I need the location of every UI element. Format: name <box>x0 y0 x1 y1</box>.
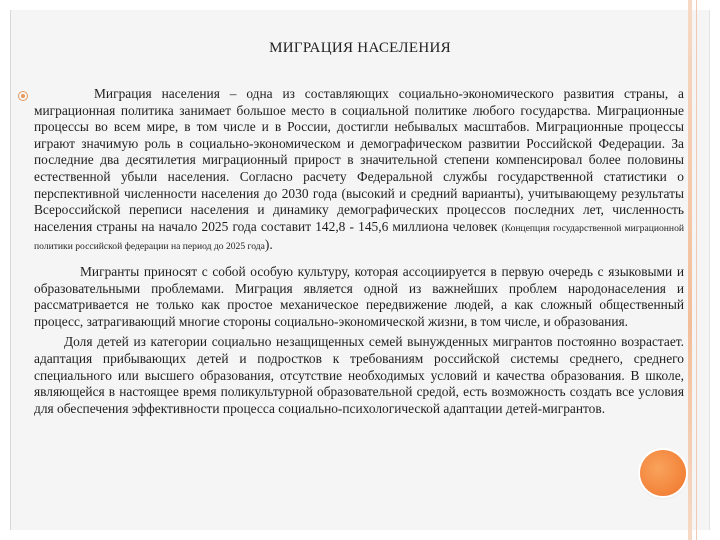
orange-circle-decoration <box>640 450 686 496</box>
paragraph-1 <box>34 86 684 256</box>
decorative-stripe-thin <box>696 0 697 540</box>
paragraph-2: Мигранты приносят с собой особую культуру, которая ассоциируется в первую очередь с языковыми и образовательными проблемами. Миграция является одной из важнейших проблем народонаселения и рассматривается не только как простое механическое передвижение людей, а как сложный общественный процесс, затрагивающий многие стороны социально-экономической жизни, в том числе, и образования. <box>34 263 684 329</box>
slide-title: МИГРАЦИЯ НАСЕЛЕНИЯ <box>269 40 451 56</box>
bullet-icon <box>18 91 28 101</box>
paragraph-1-end: ). <box>264 237 273 253</box>
source-citation: (Концепция государственной миграционной политики российской федерации на период до 2025 года <box>34 222 684 253</box>
paragraph-3: Доля детей из категории социально незащищенных семей вынужденных мигрантов постоянно возрастает. адаптация прибывающих детей и подростков к требованиям российской системы среднего, среднего специального или высшего образования, отсутствие необходимых условий и качества образования. В школе, являющейся в настоящее время поликультурной образовательной средой, есть возможность создать все условия для обеспечения эффективности процесса социально-психологической адаптации детей-мигрантов. <box>34 334 684 416</box>
decorative-stripe <box>688 0 692 540</box>
paragraph-1-text: Миграция населения – одна из составляющих социально-экономического развития страны, а миграционная политика занимает большое место в социальной политике любого государства. Миграционные процессы во всем мире, в том числе и в России, достигли небывалых масштабов. Миграционные процессы играют значимую роль в социально-экономическом и демографическом развитии Российской Федерации. За последние два десятилетия миграционный прирост в значительной степени компенсировал более половины естественной убыли населения. Согласно расчету Федеральной службы государственной статистики о перспективной численности населения до 2030 года (высокий и средний варианты), учитывающему результаты Всероссийской переписи населения и динамику демографических процессов последних лет, численность населения страны на начало 2025 года составит 142,8 - 145,6 миллиона человек <box>34 86 684 234</box>
slide-body <box>34 86 684 417</box>
